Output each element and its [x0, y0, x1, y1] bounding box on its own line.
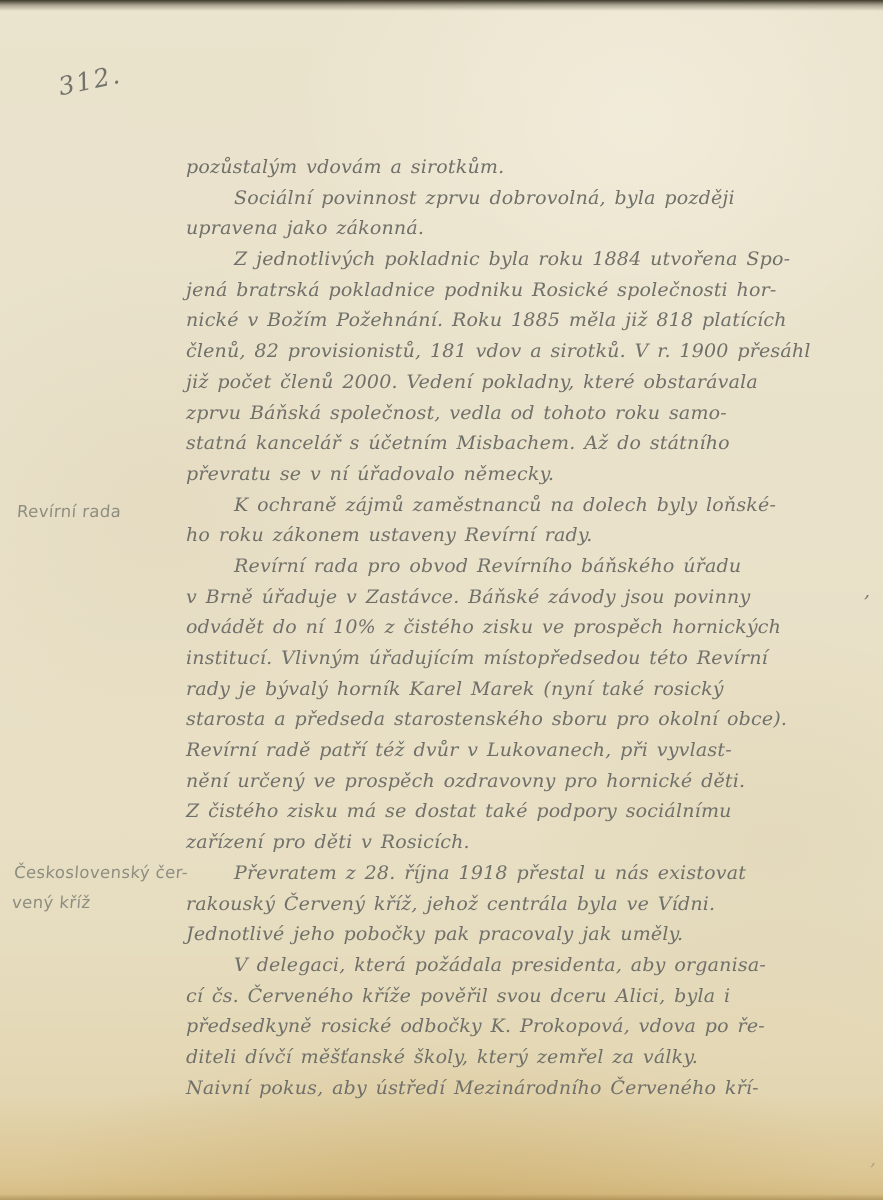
text-line: ho roku zákonem ustaveny Revírní rady.	[186, 524, 593, 547]
text-line: upravena jako zákonná.	[186, 217, 425, 240]
text-line: nické v Božím Požehnání. Roku 1885 měla již 818 platících	[186, 309, 787, 332]
text-line: starosta a předseda starostenského sboru pro okolní obce).	[186, 708, 788, 731]
stray-mark-bottom-right: ,	[870, 1148, 877, 1170]
text-line: nění určený ve prospěch ozdravovny pro hornické děti.	[186, 769, 746, 792]
text-line: Jednotlivé jeho pobočky pak pracovaly jak uměly.	[186, 923, 684, 946]
text-line: předsedkyně rosické odbočky K. Prokopová, vdova po ře-	[186, 1015, 765, 1038]
manuscript-text	[186, 152, 876, 1103]
text-line: Z jednotlivých pokladnic byla roku 1884 utvořena Spo-	[234, 248, 791, 271]
text-line: jená bratrská pokladnice podniku Rosické společnosti hor-	[186, 278, 777, 301]
text-line: K ochraně zájmů zaměstnanců na dolech byly loňské-	[234, 493, 777, 516]
text-line: diteli dívčí měšťanské školy, který zemřel za války.	[186, 1045, 699, 1068]
text-line: Převratem z 28. října 1918 přestal u nás existovat	[234, 861, 747, 884]
text-line: v Brně úřaduje v Zastávce. Báňské závody jsou povinny	[186, 585, 751, 608]
margin-note-cs-cerveny-kriz	[11, 858, 189, 918]
text-line: Z čistého zisku má se dostat také podpory sociálnímu	[186, 800, 732, 823]
text-line: statná kancelář s účetním Misbachem. Až do státního	[186, 432, 730, 455]
text-line: Naivní pokus, aby ústředí Mezinárodního Červeného kří-	[186, 1076, 759, 1099]
margin-note-revirni-rada	[16, 497, 122, 527]
text-line: Sociální povinnost zprvu dobrovolná, byla později	[234, 186, 735, 209]
margin-note-line: Revírní rada	[16, 502, 122, 521]
text-line: rakouský Červený kříž, jehož centrála byla ve Vídni.	[186, 892, 716, 915]
text-line: odvádět do ní 10% z čistého zisku ve prospěch hornických	[186, 616, 782, 639]
text-line: cí čs. Červeného kříže pověřil svou dceru Alici, byla i	[186, 984, 731, 1007]
text-line: V delegaci, která požádala presidenta, aby organisa-	[234, 953, 766, 976]
page-top-edge	[0, 0, 883, 11]
text-line: zařízení pro děti v Rosicích.	[186, 831, 470, 854]
page-bottom-edge	[0, 1194, 883, 1200]
text-line: převratu se v ní úřadovalo německy.	[186, 462, 555, 485]
margin-note-line: Československý čer-	[13, 863, 189, 882]
text-line: rady je bývalý horník Karel Marek (nyní také rosický	[186, 677, 724, 700]
stray-comma-mark: ,	[864, 580, 871, 602]
text-line: institucí. Vlivným úřadujícím místopředsedou této Revírní	[186, 647, 768, 669]
margin-note-line: vený kříž	[11, 893, 92, 912]
page-number: 312.	[55, 59, 124, 102]
text-line: již počet členů 2000. Vedení pokladny, které obstarávala	[186, 370, 758, 393]
text-line: Revírní rada pro obvod Revírního báňského úřadu	[234, 554, 742, 577]
text-line: zprvu Báňská společnost, vedla od tohoto roku samo-	[186, 401, 727, 424]
text-line: Revírní radě patří též dvůr v Lukovanech, při vyvlast-	[186, 739, 732, 762]
text-line: členů, 82 provisionistů, 181 vdov a sirotků. V r. 1900 přesáhl	[186, 340, 811, 363]
text-line: pozůstalým vdovám a sirotkům.	[186, 156, 505, 178]
